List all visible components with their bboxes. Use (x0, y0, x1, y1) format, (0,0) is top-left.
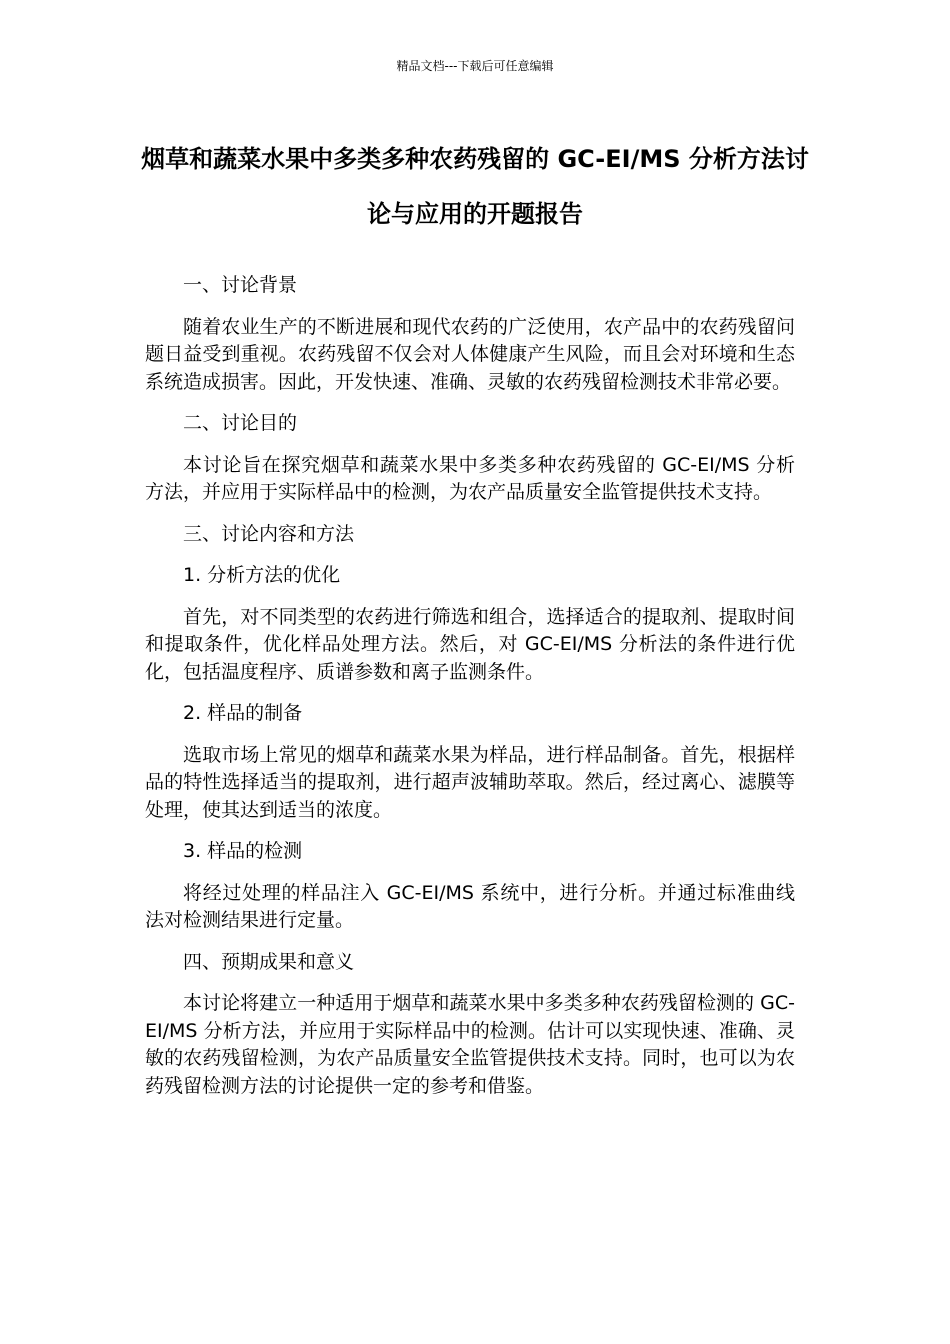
section-heading-content-methods: 三、讨论内容和方法 (183, 522, 355, 545)
paragraph-preparation: 选取市场上常见的烟草和蔬菜水果为样品，进行样品制备。首先，根据样品的特性选择适当的提取剂，进行超声波辅助萃取。然后，经过离心、滤膜等处理，使其达到适当的浓度。 (145, 743, 795, 821)
subsection-heading-optimization: 1. 分析方法的优化 (183, 564, 341, 586)
paragraph-purpose: 本讨论旨在探究烟草和蔬菜水果中多类多种农药残留的 GC-EI/MS 分析方法，并应用于实际样品中的检测，为农产品质量安全监管提供技术支持。 (145, 453, 795, 503)
paragraph-optimization: 首先，对不同类型的农药进行筛选和组合，选择适合的提取剂、提取时间和提取条件，优化样品处理方法。然后，对 GC-EI/MS 分析法的条件进行优化，包括温度程序、质谱参数和离子监测条件。 (145, 605, 795, 683)
paragraph-outcomes: 本讨论将建立一种适用于烟草和蔬菜水果中多类多种农药残留检测的 GC-EI/MS 分析方法，并应用于实际样品中的检测。估计可以实现快速、准确、灵敏的农药残留检测，为农产品质量安全监管提供技术支持。同时，也可以为农药残留检测方法的讨论提供一定的参考和借鉴。 (145, 992, 795, 1097)
paragraph-detection: 将经过处理的样品注入 GC-EI/MS 系统中，进行分析。并通过标准曲线法对检测结果进行定量。 (145, 881, 795, 931)
document-body (145, 272, 795, 1114)
section-heading-outcomes: 四、预期成果和意义 (183, 950, 355, 973)
section-heading-background: 一、讨论背景 (183, 274, 298, 296)
header-note: 精品文档---下载后可任意编辑 (396, 59, 554, 73)
document-title: 烟草和蔬菜水果中多类多种农药残留的 GC-EI/MS 分析方法讨论与应用的开题报告 (141, 145, 809, 228)
subsection-heading-detection: 3. 样品的检测 (183, 840, 303, 862)
subsection-heading-preparation: 2. 样品的制备 (183, 702, 303, 724)
paragraph-background: 随着农业生产的不断进展和现代农药的广泛使用，农产品中的农药残留问题日益受到重视。农药残留不仅会对人体健康产生风险，而且会对环境和生态系统造成损害。因此，开发快速、准确、灵敏的农药残留检测技术非常必要。 (145, 315, 795, 393)
section-heading-purpose: 二、讨论目的 (183, 412, 298, 434)
